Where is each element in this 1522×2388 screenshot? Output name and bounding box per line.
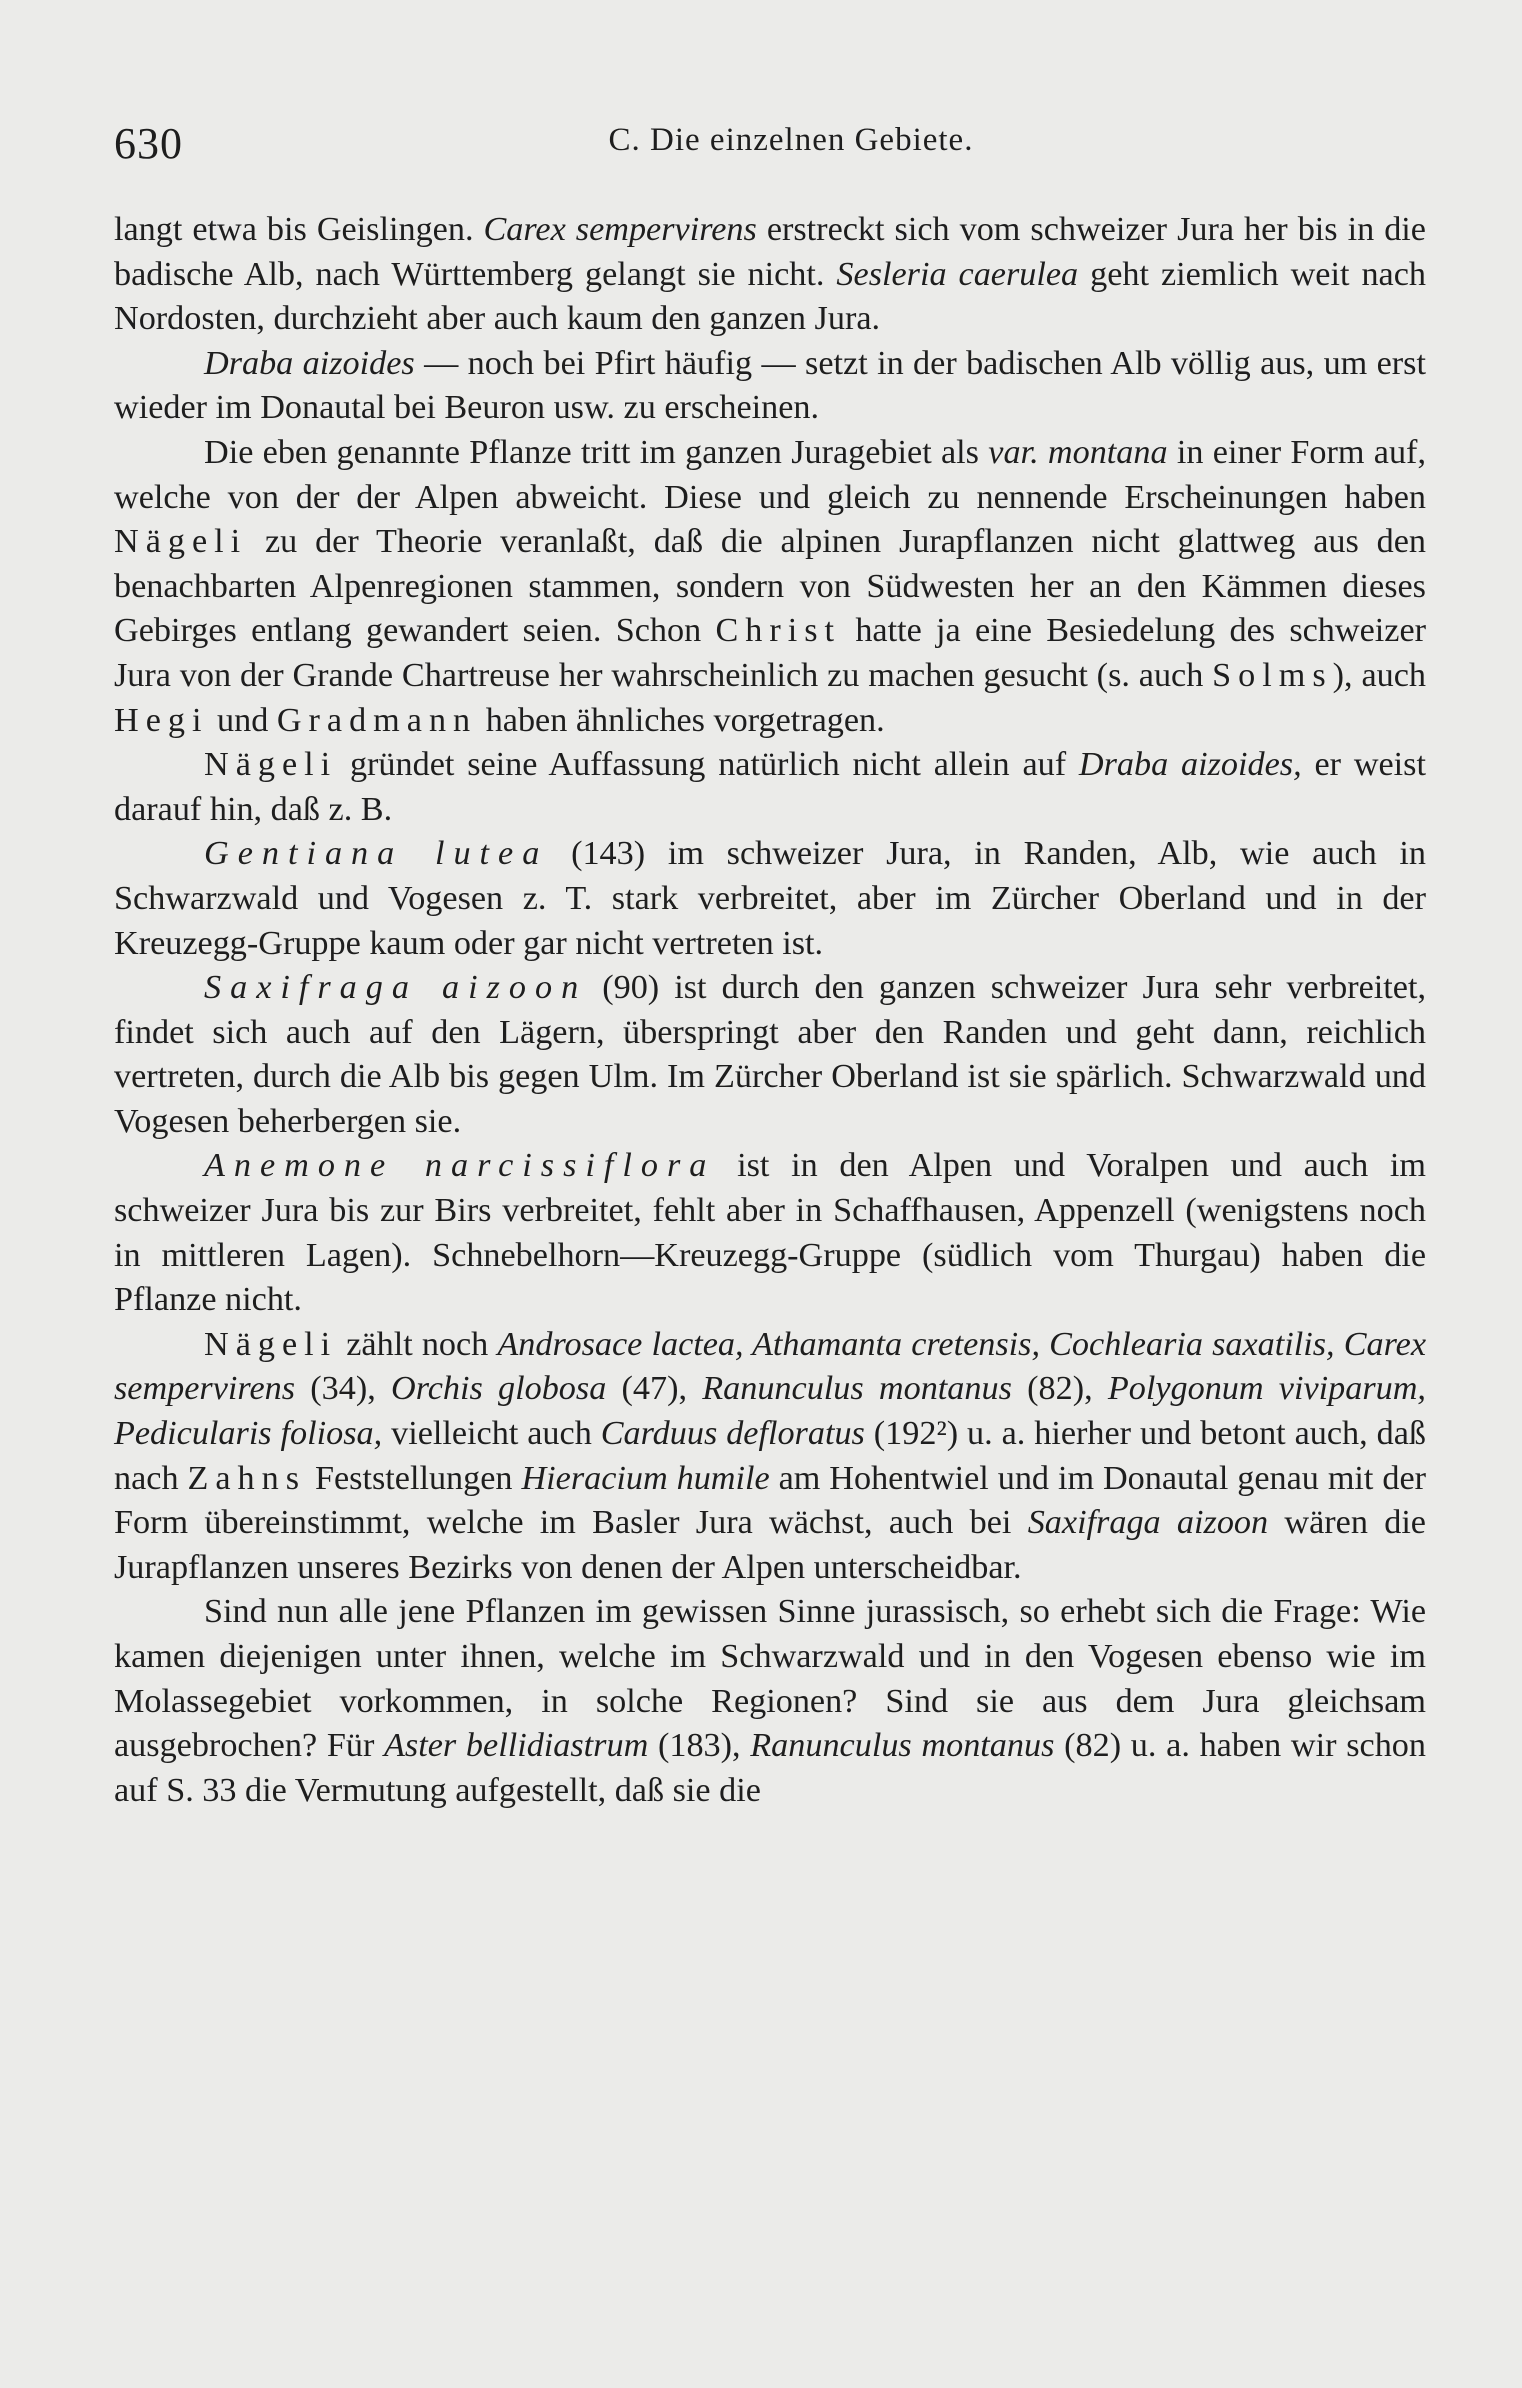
text-run: zu der Theorie veranlaßt, daß die alpinen Jurapflanzen nicht glattweg aus den benachbarten Alpenregionen stammen, sondern von Südwesten her an den Kämmen dieses Gebirges entlang gewandert seien. Schon	[114, 523, 1426, 650]
spaced-name-run: Solms	[1212, 656, 1333, 694]
italic-run: Aster bellidiastrum	[384, 1727, 649, 1765]
text-run: (192²) u. a. hierher und betont auch, daß nach	[114, 1415, 1426, 1497]
text-run: erstreckt sich vom schweizer Jura her bis in die badische Alb, nach Württemberg gelangt sie nicht.	[114, 211, 1426, 293]
italic-run: var. montana	[988, 433, 1168, 471]
spaced-name-run: Hegi	[114, 701, 209, 739]
spaced-name-run: Gradmann	[276, 701, 478, 739]
text-run: Sind nun alle jene Pflanzen im gewissen Sinne jurassisch, so erhebt sich die Frage: Wie kamen diejenigen unter ihnen, welche im Schwarzwald und in den Vogesen ebenso wie im Molassegebiet vorkommen, in solche Regionen? Sind sie aus dem Jura gleichsam ausgebrochen? Für	[114, 1593, 1426, 1765]
paragraph	[114, 1590, 1426, 1813]
spaced-name-run: Nägeli	[114, 523, 248, 561]
text-run: — noch bei Pfirt häufig — setzt in der badischen Alb völlig aus, um erst wieder im Donautal bei Beuron usw. zu erscheinen.	[114, 344, 1426, 427]
italic-run: Polygonum viviparum, Pedicularis foliosa,	[114, 1370, 1426, 1453]
paragraph	[114, 431, 1426, 743]
body-text	[114, 208, 1426, 1813]
paragraph	[114, 342, 1426, 431]
text-run: (34),	[295, 1370, 391, 1408]
paragraph	[114, 1323, 1426, 1591]
text-run: (143) im schweizer Jura, in Randen, Alb, wie auch in Schwarzwald und Vogesen z. T. stark verbreitet, aber im Zürcher Oberland und in der Kreuzegg-Gruppe kaum oder gar nicht vertreten ist.	[114, 835, 1426, 962]
italic-run: Draba aizoides	[204, 344, 415, 382]
text-run: er weist darauf hin, daß z. B.	[114, 746, 1426, 828]
italic-run: Draba aizoides,	[1078, 746, 1302, 784]
spaced-name-run: Nägeli	[204, 746, 338, 784]
running-head: C. Die einzelnen Gebiete.	[608, 122, 974, 158]
text-run: Die eben genannte Pflanze tritt im ganzen Juragebiet als	[204, 433, 989, 471]
italic-run: Carex sempervirens	[483, 211, 757, 248]
text-run: am Hohentwiel und im Donautal genau mit der Form übereinstimmt, welche im Basler Jura wächst, auch bei	[114, 1459, 1427, 1542]
text-run: geht ziemlich weit nach Nordosten, durchzieht aber auch kaum den ganzen Jura.	[114, 255, 1426, 338]
text-run: und	[208, 701, 277, 739]
paragraph	[114, 832, 1426, 966]
page-number: 630	[114, 119, 183, 168]
spaced-italic-run: Anemone narcissiflora	[204, 1147, 716, 1185]
italic-run: Androsace lactea, Athamanta cretensis, Cochlearia saxatilis, Carex sempervirens	[114, 1325, 1426, 1408]
text-run: gründet seine Auffassung natürlich nicht allein auf	[337, 746, 1079, 784]
text-run: haben ähnliches vorgetragen.	[477, 701, 885, 739]
text-run: (82) u. a. haben wir schon auf S. 33 die Vermutung aufgestellt, daß sie die	[114, 1727, 1426, 1809]
text-run: zählt noch	[337, 1325, 498, 1363]
text-run: (183),	[648, 1727, 751, 1765]
text-run: Feststellungen	[306, 1459, 522, 1497]
spaced-name-run: Zahns	[187, 1459, 307, 1497]
italic-run: Sesleria caerulea	[836, 255, 1079, 293]
text-run: (47),	[606, 1370, 703, 1408]
spaced-name-run: Nägeli	[204, 1325, 338, 1363]
italic-run: Orchis globosa	[391, 1370, 607, 1408]
paragraph	[114, 743, 1426, 832]
text-run: (82),	[1011, 1370, 1108, 1408]
italic-run: Carduus defloratus	[600, 1415, 865, 1453]
text-run: in einer Form auf, welche von der der Alpen abweicht. Diese und gleich zu nennende Erscheinungen haben	[114, 433, 1426, 516]
spaced-name-run: Christ	[715, 612, 842, 650]
italic-run: Hieracium humile	[521, 1459, 770, 1497]
text-run: hatte ja eine Besiedelung des schweizer Jura von der Grande Chartreuse her wahrscheinlich zu machen gesucht (s. auch	[114, 612, 1426, 694]
spaced-italic-run: Gentiana lutea	[204, 835, 549, 873]
text-run: ), auch	[1332, 656, 1426, 694]
text-run: ist in den Alpen und Voralpen und auch im schweizer Jura bis zur Birs verbreitet, fehlt aber in Schaffhausen, Appenzell (wenigstens noch in mittleren Lagen). Schnebelhorn—Kreuzegg-Gruppe (südlich vom Thurgau) haben die Pflanze nicht.	[114, 1147, 1427, 1319]
page-header	[114, 118, 1408, 178]
text-run: (90) ist durch den ganzen schweizer Jura sehr verbreitet, findet sich auch auf den Lägern, überspringt aber den Randen und geht dann, reichlich vertreten, durch die Alb bis gegen Ulm. Im Zürcher Oberland ist sie spärlich. Schwarzwald und Vogesen beherbergen sie.	[114, 969, 1426, 1140]
text-run: wären die Jurapflanzen unseres Bezirks von denen der Alpen unterscheidbar.	[114, 1504, 1426, 1586]
paragraph	[114, 966, 1426, 1144]
paragraph	[114, 208, 1426, 342]
paragraph	[114, 1144, 1426, 1322]
italic-run: Ranunculus montanus	[702, 1370, 1012, 1408]
italic-run: Ranunculus montanus	[750, 1727, 1055, 1765]
text-run: langt etwa bis Geislingen.	[114, 211, 484, 248]
spaced-italic-run: Saxifraga aizoon	[204, 969, 588, 1007]
italic-run: Saxifraga aizoon	[1027, 1504, 1269, 1542]
text-run: vielleicht auch	[382, 1415, 601, 1453]
